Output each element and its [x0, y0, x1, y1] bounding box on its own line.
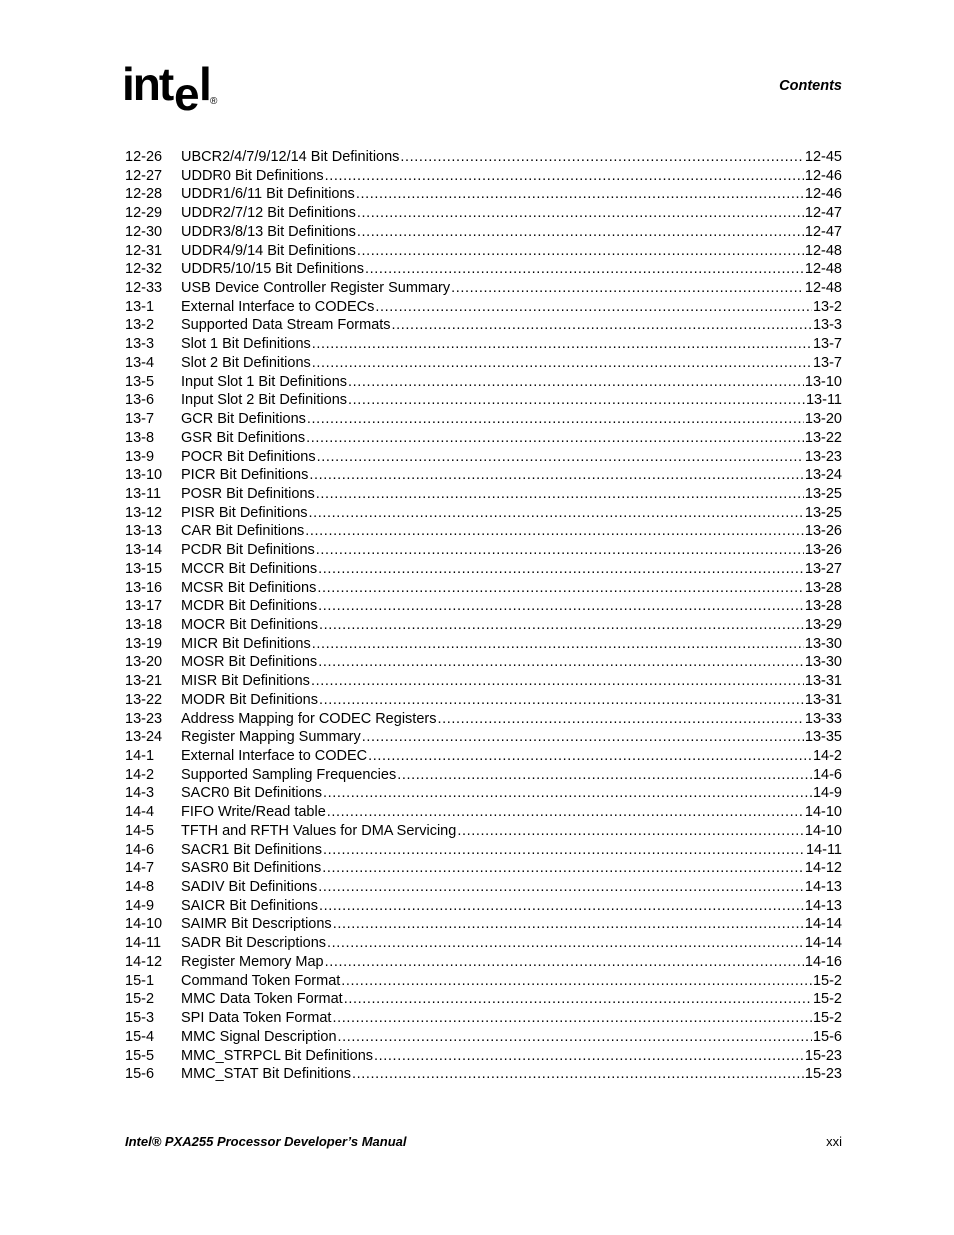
- toc-entry-title: MISR Bit Definitions: [181, 673, 310, 690]
- toc-entry-page: 13-31: [804, 691, 842, 708]
- toc-entry-title: Input Slot 1 Bit Definitions: [181, 373, 348, 390]
- toc-entry-title: MMC_STAT Bit Definitions: [181, 1066, 352, 1083]
- dot-leader: [319, 616, 804, 635]
- toc-entry-title: TFTH and RFTH Values for DMA Servicing: [181, 822, 457, 839]
- toc-entry[interactable]: [125, 373, 842, 392]
- toc-entry-page: 14-6: [812, 766, 842, 783]
- toc-entry-number: 14-1: [125, 748, 155, 764]
- toc-entry-title: SASR0 Bit Definitions: [181, 860, 322, 877]
- toc-entry-page: 15-23: [804, 1047, 842, 1064]
- toc-entry-title: PCDR Bit Definitions: [181, 542, 315, 559]
- dot-leader: [357, 242, 804, 261]
- toc-entry-title: MOCR Bit Definitions: [181, 616, 318, 633]
- toc-entry-number: 15-1: [125, 972, 155, 989]
- toc-entry-number: 13-16: [125, 579, 163, 596]
- dot-leader: [365, 260, 804, 279]
- dot-leader: [327, 803, 804, 822]
- toc-entry-page: 13-30: [804, 635, 842, 652]
- dot-leader: [332, 1009, 812, 1028]
- dot-leader: [327, 934, 804, 953]
- toc-entry-page: 13-7: [812, 336, 842, 353]
- toc-entry-title: FIFO Write/Read table: [181, 804, 326, 821]
- dot-leader: [317, 579, 804, 598]
- toc-entry-page: 13-7: [812, 354, 842, 371]
- toc-entry-number: 13-24: [125, 729, 163, 746]
- toc-entry-number: 14-7: [125, 860, 155, 877]
- toc-entry[interactable]: [125, 391, 842, 410]
- toc-entry-title: Address Mapping for CODEC Registers: [181, 710, 437, 727]
- toc-entry-page: 14-13: [804, 897, 842, 914]
- toc-entry-page: 13-31: [804, 673, 842, 690]
- toc-entry-number: 14-9: [125, 897, 155, 914]
- toc-entry[interactable]: [125, 784, 842, 803]
- toc-entry-number: 15-5: [125, 1047, 155, 1064]
- dot-leader: [357, 204, 804, 223]
- dot-leader: [317, 448, 804, 467]
- toc-entry-title: MOSR Bit Definitions: [181, 654, 318, 671]
- toc-entry-number: 14-11: [125, 935, 162, 952]
- toc-entry-title: MMC_STRPCL Bit Definitions: [181, 1047, 374, 1064]
- toc-entry[interactable]: [125, 672, 842, 691]
- dot-leader: [309, 504, 804, 523]
- dot-leader: [318, 560, 804, 579]
- toc-entry[interactable]: [125, 972, 842, 991]
- dot-leader: [312, 354, 812, 373]
- toc-entry-number: 14-4: [125, 804, 155, 821]
- intel-logo: [122, 60, 222, 116]
- toc-entry[interactable]: [125, 747, 842, 766]
- toc-entry-title: USB Device Controller Register Summary: [181, 280, 451, 297]
- toc-entry-title: SACR1 Bit Definitions: [181, 841, 323, 858]
- dot-leader: [437, 710, 803, 729]
- toc-entry[interactable]: [125, 204, 842, 223]
- toc-entry-number: 13-21: [125, 673, 163, 690]
- toc-entry-page: 13-24: [804, 467, 842, 484]
- toc-entry-title: Register Mapping Summary: [181, 729, 361, 746]
- toc-entry-title: UDDR0 Bit Definitions: [181, 167, 324, 184]
- toc-entry-title: SACR0 Bit Definitions: [181, 785, 323, 802]
- dot-leader: [325, 167, 804, 186]
- dot-leader: [312, 335, 812, 354]
- dot-leader: [323, 841, 805, 860]
- toc-entry-page: 12-47: [804, 223, 842, 240]
- toc-entry-number: 13-18: [125, 616, 163, 633]
- toc-entry-title: UDDR5/10/15 Bit Definitions: [181, 261, 364, 278]
- toc-entry-title: MCCR Bit Definitions: [181, 560, 318, 577]
- toc-entry-number: 15-3: [125, 1010, 155, 1027]
- dot-leader: [400, 148, 803, 167]
- toc-entry-number: 13-11: [125, 485, 162, 502]
- toc-entry-number: 13-22: [125, 691, 163, 708]
- toc-entry-page: 13-29: [804, 616, 842, 633]
- toc-entry-page: 13-26: [804, 523, 842, 540]
- dot-leader: [323, 784, 812, 803]
- toc-entry-page: 13-28: [804, 579, 842, 596]
- dot-leader: [316, 485, 804, 504]
- toc-entry-page: 13-33: [804, 710, 842, 727]
- toc-entry-number: 12-30: [125, 223, 163, 240]
- toc-entry[interactable]: [125, 1028, 842, 1047]
- dot-leader: [319, 897, 804, 916]
- toc-entry[interactable]: [125, 635, 842, 654]
- toc-entry[interactable]: [125, 859, 842, 878]
- toc-entry-title: SPI Data Token Format: [181, 1010, 332, 1027]
- section-title: Contents: [779, 78, 842, 94]
- toc-entry-title: SADR Bit Descriptions: [181, 935, 327, 952]
- toc-entry[interactable]: [125, 260, 842, 279]
- toc-entry-page: 12-48: [804, 261, 842, 278]
- dot-leader: [307, 410, 804, 429]
- toc-entry[interactable]: [125, 934, 842, 953]
- toc-entry-page: 14-14: [804, 916, 842, 933]
- intel-logo-icon: [122, 60, 222, 116]
- toc-entry[interactable]: [125, 841, 842, 860]
- toc-entry-page: 14-2: [812, 748, 842, 764]
- logo-registered: ®: [210, 96, 218, 107]
- toc-entry-number: 13-2: [125, 317, 155, 334]
- toc-entry-number: 14-5: [125, 822, 155, 839]
- toc-entry-number: 15-6: [125, 1066, 155, 1083]
- toc-entry[interactable]: [125, 485, 842, 504]
- toc-entry-page: 13-10: [804, 373, 842, 390]
- footer-manual-title: Intel® PXA255 Processor Developer’s Manual: [125, 1134, 407, 1149]
- toc-entry-page: 13-25: [804, 504, 842, 521]
- toc-entry-number: 12-29: [125, 205, 163, 222]
- toc-entry-page: 12-45: [804, 149, 842, 165]
- toc-entry-title: GSR Bit Definitions: [181, 429, 306, 446]
- dot-leader: [352, 1065, 804, 1084]
- dot-leader: [344, 990, 812, 1009]
- toc-entry-title: POCR Bit Definitions: [181, 448, 316, 465]
- dot-leader: [375, 298, 812, 317]
- toc-entry-number: 13-1: [125, 298, 155, 315]
- dot-leader: [306, 429, 804, 448]
- toc-entry-number: 12-26: [125, 149, 163, 165]
- toc-entry-title: MMC Data Token Format: [181, 991, 343, 1008]
- toc-entry-title: PISR Bit Definitions: [181, 504, 308, 521]
- toc-entry-number: 14-12: [125, 953, 163, 970]
- logo-text-int: int: [122, 60, 173, 110]
- toc-entry-title: MODR Bit Definitions: [181, 691, 318, 708]
- toc-entry[interactable]: [125, 915, 842, 934]
- toc-entry-page: 13-28: [804, 598, 842, 615]
- toc-entry-page: 15-2: [812, 991, 842, 1008]
- toc-entry-number: 13-5: [125, 373, 155, 390]
- toc-entry[interactable]: [125, 710, 842, 729]
- toc-entry[interactable]: [125, 429, 842, 448]
- toc-entry-number: 15-2: [125, 991, 155, 1008]
- dot-leader: [374, 1047, 804, 1066]
- toc-entry-number: 14-3: [125, 785, 155, 802]
- toc-entry-number: 13-17: [125, 598, 163, 615]
- toc-entry-number: 14-6: [125, 841, 155, 858]
- toc-entry-title: Input Slot 2 Bit Definitions: [181, 392, 348, 409]
- toc-entry-number: 13-14: [125, 542, 163, 559]
- toc-entry[interactable]: [125, 335, 842, 354]
- dot-leader: [451, 279, 804, 298]
- dot-leader: [318, 653, 804, 672]
- toc-entry-number: 12-33: [125, 280, 163, 297]
- toc-entry-title: GCR Bit Definitions: [181, 411, 306, 428]
- toc-entry[interactable]: [125, 878, 842, 897]
- toc-entry-page: 13-26: [804, 542, 842, 559]
- toc-entry-page: 13-11: [805, 392, 842, 409]
- toc-entry-title: MCDR Bit Definitions: [181, 598, 318, 615]
- toc-entry-title: Supported Data Stream Formats: [181, 317, 391, 334]
- toc-entry[interactable]: [125, 223, 842, 242]
- toc-entry-page: 15-2: [812, 972, 842, 989]
- toc-entry-page: 14-14: [804, 935, 842, 952]
- toc-entry-page: 13-30: [804, 654, 842, 671]
- toc-entry-page: 13-27: [804, 560, 842, 577]
- toc-entry-title: External Interface to CODECs: [181, 298, 375, 315]
- toc-entry-page: 15-2: [812, 1010, 842, 1027]
- toc-entry-number: 13-15: [125, 560, 163, 577]
- toc-entry-number: 13-8: [125, 429, 155, 446]
- toc-entry-title: CAR Bit Definitions: [181, 523, 305, 540]
- toc-entry[interactable]: [125, 597, 842, 616]
- toc-entry-title: External Interface to CODEC: [181, 748, 368, 764]
- toc-entry-title: Supported Sampling Frequencies: [181, 766, 397, 783]
- toc-entry[interactable]: [125, 167, 842, 186]
- dot-leader: [333, 915, 804, 934]
- toc-entry-title: MCSR Bit Definitions: [181, 579, 317, 596]
- toc-entry-page: 13-22: [804, 429, 842, 446]
- toc-entry[interactable]: [125, 766, 842, 785]
- dot-leader: [309, 466, 804, 485]
- toc-entry-title: SADIV Bit Definitions: [181, 879, 318, 896]
- toc-entry[interactable]: [125, 579, 842, 598]
- toc-entry-page: 14-16: [804, 953, 842, 970]
- toc-entry-number: 13-12: [125, 504, 163, 521]
- dot-leader: [368, 747, 812, 766]
- dot-leader: [392, 316, 812, 335]
- dot-leader: [356, 185, 804, 204]
- dot-leader: [318, 878, 804, 897]
- dot-leader: [311, 672, 804, 691]
- toc-entry-page: 13-23: [804, 448, 842, 465]
- toc-entry[interactable]: [125, 148, 842, 167]
- toc-entry-page: 14-10: [804, 822, 842, 839]
- dot-leader: [397, 766, 812, 785]
- toc-entry-page: 13-3: [812, 317, 842, 334]
- toc-entry-number: 13-19: [125, 635, 163, 652]
- toc-entry[interactable]: [125, 298, 842, 317]
- toc-entry-title: POSR Bit Definitions: [181, 485, 315, 502]
- dot-leader: [318, 597, 804, 616]
- toc-entry-title: UDDR3/8/13 Bit Definitions: [181, 223, 356, 240]
- toc-entry-page: 13-35: [804, 729, 842, 746]
- toc-entry-number: 13-6: [125, 392, 155, 409]
- toc-entry[interactable]: [125, 1047, 842, 1066]
- toc-entry-title: PICR Bit Definitions: [181, 467, 309, 484]
- dot-leader: [348, 373, 804, 392]
- toc-entry[interactable]: [125, 953, 842, 972]
- toc-entry-number: 13-3: [125, 336, 155, 353]
- toc-entry-title: Register Memory Map: [181, 953, 324, 970]
- toc-entry[interactable]: [125, 1009, 842, 1028]
- toc-entry-number: 13-10: [125, 467, 163, 484]
- toc-entry[interactable]: [125, 410, 842, 429]
- toc-entry-page: 14-10: [804, 804, 842, 821]
- toc-entry-title: Slot 1 Bit Definitions: [181, 336, 311, 353]
- toc-entry-title: MICR Bit Definitions: [181, 635, 311, 652]
- toc-entry-title: UDDR4/9/14 Bit Definitions: [181, 242, 356, 259]
- dot-leader: [316, 541, 804, 560]
- toc-entry-number: 13-9: [125, 448, 155, 465]
- dot-leader: [362, 728, 804, 747]
- toc-entry-page: 14-12: [804, 860, 842, 877]
- toc-entry[interactable]: [125, 1065, 842, 1084]
- toc-entry-number: 13-4: [125, 354, 155, 371]
- toc-entry-page: 12-48: [804, 242, 842, 259]
- toc-entry-title: SAICR Bit Definitions: [181, 897, 318, 914]
- dot-leader: [341, 972, 812, 991]
- toc-entry-number: 14-2: [125, 766, 155, 783]
- toc-entry[interactable]: [125, 822, 842, 841]
- toc-entry-page: 14-11: [805, 841, 842, 858]
- toc-entry-title: UBCR2/4/7/9/12/14 Bit Definitions: [181, 149, 400, 165]
- toc-entry[interactable]: [125, 691, 842, 710]
- toc-entry[interactable]: [125, 448, 842, 467]
- toc-entry-number: 12-32: [125, 261, 163, 278]
- dot-leader: [305, 522, 804, 541]
- footer-page-number: xxi: [826, 1134, 842, 1149]
- toc-entry-page: 14-13: [804, 879, 842, 896]
- dot-leader: [325, 953, 804, 972]
- toc-entry-title: SAIMR Bit Descriptions: [181, 916, 332, 933]
- dot-leader: [338, 1028, 812, 1047]
- toc-entry-number: 13-23: [125, 710, 163, 727]
- toc-entry-number: 12-31: [125, 242, 163, 259]
- toc-entry[interactable]: [125, 316, 842, 335]
- toc-entry-title: UDDR2/7/12 Bit Definitions: [181, 205, 356, 222]
- toc-entry-title: MMC Signal Description: [181, 1028, 337, 1045]
- toc-entry-title: UDDR1/6/11 Bit Definitions: [181, 186, 355, 203]
- toc-entry-number: 13-20: [125, 654, 163, 671]
- toc-entry[interactable]: [125, 803, 842, 822]
- toc-entry[interactable]: [125, 466, 842, 485]
- toc-list: [125, 148, 842, 1084]
- toc-entry-number: 12-28: [125, 186, 163, 203]
- toc-entry-number: 15-4: [125, 1028, 155, 1045]
- toc-entry[interactable]: [125, 653, 842, 672]
- toc-entry-number: 13-7: [125, 411, 155, 428]
- dot-leader: [319, 691, 804, 710]
- toc-entry[interactable]: [125, 616, 842, 635]
- toc-entry[interactable]: [125, 279, 842, 298]
- toc-entry-page: 15-6: [812, 1028, 842, 1045]
- toc-entry[interactable]: [125, 990, 842, 1009]
- toc-entry[interactable]: [125, 541, 842, 560]
- toc-entry-page: 12-48: [804, 280, 842, 297]
- toc-entry-number: 14-10: [125, 916, 163, 933]
- dot-leader: [322, 859, 804, 878]
- toc-entry-page: 15-23: [804, 1066, 842, 1083]
- toc-entry-number: 14-8: [125, 879, 155, 896]
- dot-leader: [357, 223, 804, 242]
- toc-entry-page: 12-46: [804, 186, 842, 203]
- toc-entry[interactable]: [125, 242, 842, 261]
- toc-entry-title: Command Token Format: [181, 972, 341, 989]
- toc-entry-page: 14-9: [812, 785, 842, 802]
- toc-entry-title: Slot 2 Bit Definitions: [181, 354, 311, 371]
- toc-entry-number: 12-27: [125, 167, 163, 184]
- toc-entry[interactable]: [125, 560, 842, 579]
- toc-entry[interactable]: [125, 522, 842, 541]
- toc-entry[interactable]: [125, 897, 842, 916]
- toc-entry[interactable]: [125, 728, 842, 747]
- toc-entry[interactable]: [125, 504, 842, 523]
- toc-entry-page: 13-25: [804, 485, 842, 502]
- logo-text-l: l: [199, 60, 212, 110]
- toc-entry-number: 13-13: [125, 523, 163, 540]
- toc-entry-page: 12-47: [804, 205, 842, 222]
- toc-entry[interactable]: [125, 185, 842, 204]
- toc-entry-page: 13-20: [804, 411, 842, 428]
- dot-leader: [312, 635, 804, 654]
- toc-entry-page: 13-2: [812, 298, 842, 315]
- toc-entry[interactable]: [125, 354, 842, 373]
- logo-text-e: e: [174, 68, 200, 116]
- toc-entry-page: 12-46: [804, 167, 842, 184]
- dot-leader: [457, 822, 804, 841]
- dot-leader: [348, 391, 805, 410]
